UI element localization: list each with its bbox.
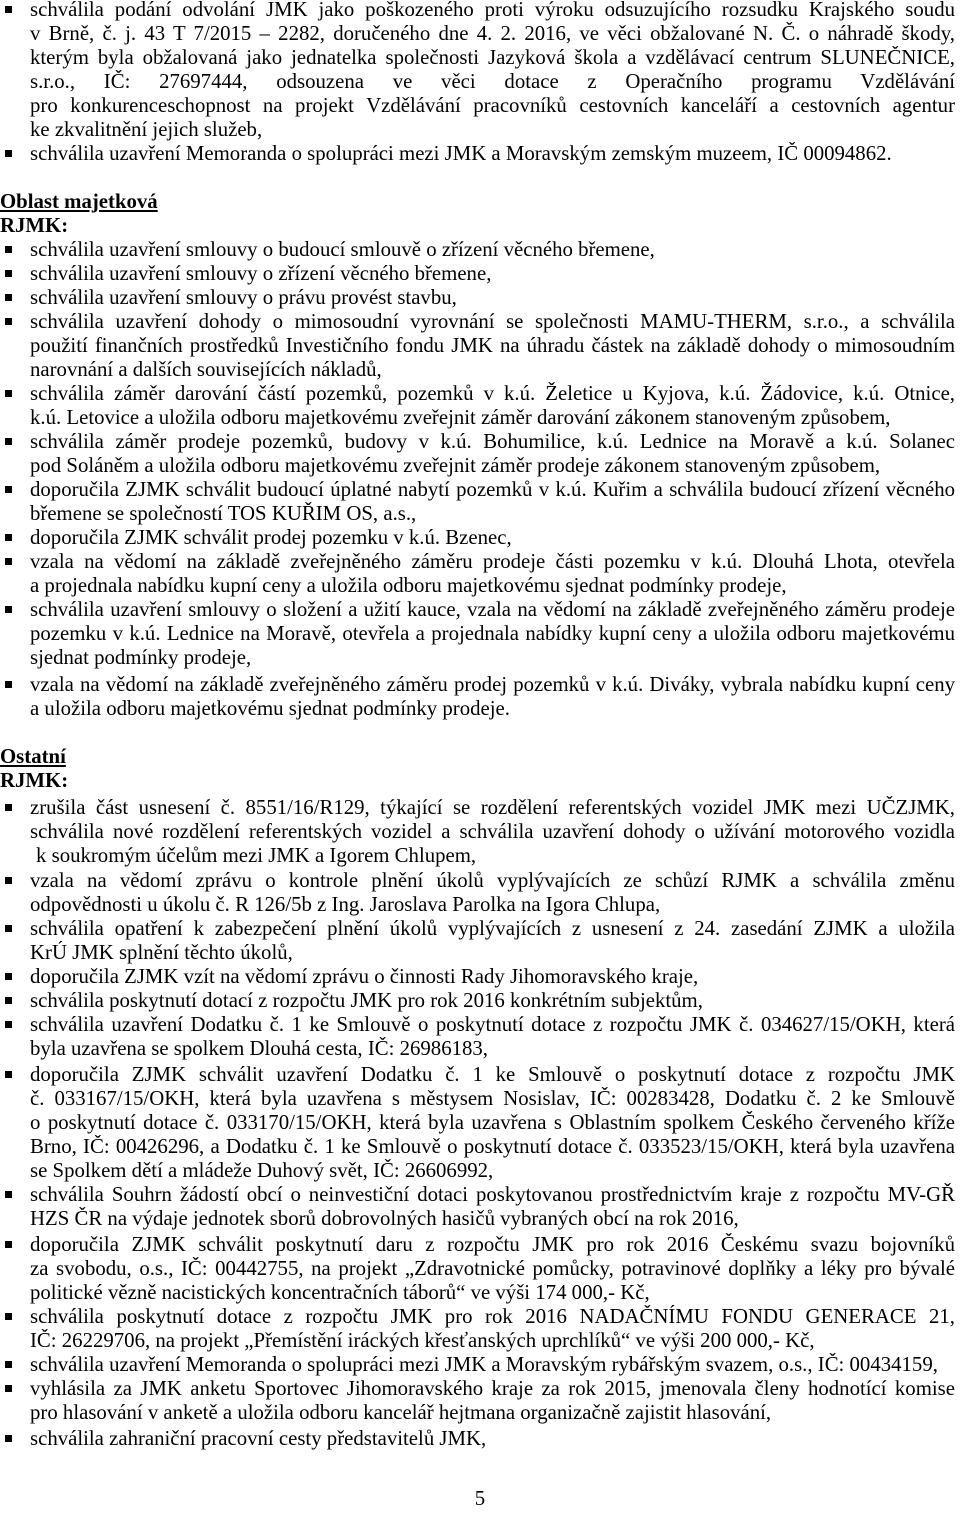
bullet-square-icon <box>5 246 12 253</box>
spacer <box>0 166 960 190</box>
item-line: schválila záměr prodeje pozemků, budovy v k.ú. Bohumilice, k.ú. Lednice na Moravě a k.ú. Solanec <box>30 430 955 453</box>
item-line: schválila uzavření Memoranda o spolupráci mezi JMK a Moravským zemským muzeem, IČ 00094862. <box>30 142 892 165</box>
list-item <box>0 965 960 989</box>
item-line: schválila uzavření smlouvy o právu provést stavbu, <box>30 286 457 309</box>
section-label: RJMK: <box>0 769 69 792</box>
bullet-square-icon <box>5 1361 12 1368</box>
list-item <box>0 1427 960 1451</box>
item-line: č. 033167/15/OKH, která byla uzavřena s městysem Nosislav, IČ: 00283428, Dodatku č. 2 ke Smlouvě <box>30 1087 955 1110</box>
item-line: ke zkvalitnění jejich služeb, <box>30 118 263 141</box>
item-line: doporučila ZJMK schválit budoucí úplatné nabytí pozemků v k.ú. Kuřim a schválila budoucí zřízení věcného <box>30 478 955 501</box>
list-item <box>0 1233 960 1305</box>
bullet-square-icon <box>5 486 12 493</box>
item-line: narovnání a dalších souvisejících nákladů, <box>30 358 382 381</box>
list-item <box>0 673 960 721</box>
item-line: v Brně, č. j. 43 T 7/2015 – 2282, doručeného dne 4. 2. 2016, ve věci obžalované N. Č. o náhradě škody, <box>30 22 955 45</box>
bullet-square-icon <box>5 294 12 301</box>
list-item <box>0 1013 960 1061</box>
item-line: schválila uzavření smlouvy o budoucí smlouvě o zřízení věcného břemene, <box>30 238 655 261</box>
list-item <box>0 142 960 166</box>
list-item <box>0 382 960 430</box>
item-line: sjednat podmínky prodeje, <box>30 646 252 669</box>
item-line: schválila uzavření Dodatku č. 1 ke Smlouvě o poskytnutí dotace z rozpočtu JMK č. 034627/15/OKH, která <box>30 1013 955 1036</box>
list-item <box>0 0 960 142</box>
item-line: doporučila ZJMK vzít na vědomí zprávu o činnosti Rady Jihomoravského kraje, <box>30 965 699 988</box>
bullet-square-icon <box>5 438 12 445</box>
bullet-square-icon <box>5 804 12 811</box>
item-line: pro konkurenceschopnost na projekt Vzdělávání pracovníků cestovních kanceláří a cestovních agentur <box>30 94 955 117</box>
item-line: a projednala nabídku kupní ceny a uložila odboru majetkovému sjednat podmínky prodeje, <box>30 574 787 597</box>
item-line: schválila podání odvolání JMK jako poškozeného proti výroku odsuzujícího rozsudku Krajského soudu <box>30 0 955 21</box>
list-item <box>0 917 960 965</box>
item-line: schválila poskytnutí dotace z rozpočtu JMK pro rok 2016 NADAČNÍMU FONDU GENERACE 21, <box>30 1305 955 1328</box>
item-line: schválila Souhrn žádostí obcí o neinvestiční dotaci poskytovanou prostřednictvím kraje z rozpočtu MV-GŘ <box>30 1183 955 1206</box>
bullet-square-icon <box>5 681 12 688</box>
list-item <box>0 598 960 670</box>
item-line: doporučila ZJMK schválit uzavření Dodatku č. 1 ke Smlouvě o poskytnutí dotace z rozpočtu JMK <box>30 1063 955 1086</box>
item-line: se Spolkem dětí a mládeže Duhový svět, IČ: 26606992, <box>30 1159 494 1182</box>
item-line: schválila zahraniční pracovní cesty představitelů JMK, <box>30 1427 487 1450</box>
list-item <box>0 1353 960 1377</box>
item-line: schválila uzavření dohody o mimosoudní vyrovnání se společnosti MAMU-THERM, s.r.o., a schválila <box>30 310 955 333</box>
item-line: IČ: 26229706, na projekt „Přemístění iráckých křesťanských uprchlíků“ ve výši 200 000,- Kč, <box>30 1329 815 1352</box>
item-line: o poskytnutí dotace č. 033170/15/OKH, která byla uzavřena s Oblastním spolkem Českého červeného kříže <box>30 1111 955 1134</box>
item-line: kterým byla obžalovaná jako jednatelka společnosti Jazyková škola a vzdělávací centrum SLUNEČNICE, <box>30 46 955 69</box>
bullet-square-icon <box>5 1071 12 1078</box>
spacer <box>0 721 960 745</box>
item-line: pod Soláněm a uložila odboru majetkovému zveřejnit záměr prodeje zákonem stanoveným způsobem, <box>30 454 881 477</box>
bullet-square-icon <box>5 1241 12 1248</box>
item-line: schválila nové rozdělení referentských vozidel a schválila uzavření dohody o užívání motorového vozidla <box>30 820 955 843</box>
bullet-square-icon <box>5 1191 12 1198</box>
item-line: byla uzavřena se spolkem Dlouhá cesta, IČ: 26986183, <box>30 1037 488 1060</box>
list-item <box>0 430 960 478</box>
section-label: RJMK: <box>0 214 69 237</box>
bullet-square-icon <box>5 606 12 613</box>
item-line: vyhlásila za JMK anketu Sportovec Jihomoravského kraje za rok 2015, jmenovala členy hodnotící komise <box>30 1377 955 1400</box>
section-title: Ostatní <box>0 745 66 768</box>
bullet-square-icon <box>5 997 12 1004</box>
list-item <box>0 262 960 286</box>
item-line: a uložila odboru majetkovému sjednat podmínky prodeje. <box>30 697 510 720</box>
intro-list <box>0 0 960 166</box>
item-line: za svobodu, o.s., IČ: 00442755, na projekt „Zdravotnické pomůcky, potravinové doplňky a léky pro bývalé <box>30 1257 955 1280</box>
property-list <box>0 238 960 721</box>
list-item <box>0 550 960 598</box>
bullet-square-icon <box>5 1021 12 1028</box>
item-line: k soukromým účelům mezi JMK a Igorem Chlupem, <box>36 844 477 867</box>
list-item <box>0 310 960 382</box>
list-item <box>0 796 960 868</box>
item-line: schválila opatření k zabezpečení plnění úkolů vyplývajících z usnesení z 24. zasedání ZJMK a uložila <box>30 917 955 940</box>
item-line: zrušila část usnesení č. 8551/16/R129, týkající se rozdělení referentských vozidel JMK mezi UČZJMK, <box>30 796 955 819</box>
list-item <box>0 478 960 526</box>
bullet-square-icon <box>5 390 12 397</box>
list-item <box>0 238 960 262</box>
list-item <box>0 1063 960 1183</box>
list-item <box>0 526 960 550</box>
item-line: doporučila ZJMK schválit prodej pozemku v k.ú. Bzenec, <box>30 526 512 549</box>
item-line: použití finančních prostředků Investičního fondu JMK na úhradu částek na základě dohody o mimosoudním <box>30 334 955 357</box>
item-line: s.r.o., IČ: 27697444, odsouzena ve věci dotace z Operačního programu Vzdělávání <box>30 70 955 93</box>
item-line: schválila uzavření smlouvy o zřízení věcného břemene, <box>30 262 492 285</box>
list-item <box>0 1305 960 1353</box>
item-line: odpovědnosti u úkolu č. R 126/5b z Ing. Jaroslava Parolka na Igora Chlupa, <box>30 893 661 916</box>
bullet-square-icon <box>5 1385 12 1392</box>
item-line: schválila záměr darování částí pozemků, pozemků v k.ú. Želetice u Kyjova, k.ú. Žádovice, k.ú. Otnice, <box>30 382 955 405</box>
list-item <box>0 989 960 1013</box>
item-line: doporučila ZJMK schválit poskytnutí daru z rozpočtu JMK pro rok 2016 Českému svazu bojovníků <box>30 1233 955 1256</box>
item-line: břemene se společností TOS KUŘIM OS, a.s., <box>30 502 417 525</box>
bullet-square-icon <box>5 150 12 157</box>
bullet-square-icon <box>5 1313 12 1320</box>
item-line: vzala na vědomí na základě zveřejněného záměru prodej pozemků v k.ú. Diváky, vybrala nabídku kupní ceny <box>30 673 955 696</box>
bullet-square-icon <box>5 558 12 565</box>
item-line: KrÚ JMK splnění těchto úkolů, <box>30 941 293 964</box>
page-number: 5 <box>474 1487 486 1510</box>
list-item <box>0 1183 960 1231</box>
item-line: schválila uzavření smlouvy o složení a užití kauce, vzala na vědomí na základě zveřejněného záměru prodeje <box>30 598 955 621</box>
item-line: Brno, IČ: 00426296, a Dodatku č. 1 ke Smlouvě o poskytnutí dotace č. 033523/15/OKH, která byla uzavřena <box>30 1135 955 1158</box>
bullet-square-icon <box>5 1435 12 1442</box>
bullet-square-icon <box>5 925 12 932</box>
list-item <box>0 869 960 917</box>
item-line: schválila poskytnutí dotací z rozpočtu JMK pro rok 2016 konkrétním subjektům, <box>30 989 703 1012</box>
section-title: Oblast majetková <box>0 190 158 213</box>
list-item <box>0 286 960 310</box>
item-line: pozemku v k.ú. Lednice na Moravě, otevřela a projednala nabídky kupní ceny a uložila odboru majetkovému <box>30 622 955 645</box>
other-list <box>0 796 960 1451</box>
bullet-square-icon <box>5 6 12 13</box>
bullet-square-icon <box>5 318 12 325</box>
bullet-square-icon <box>5 877 12 884</box>
bullet-square-icon <box>5 270 12 277</box>
bullet-square-icon <box>5 973 12 980</box>
item-line: HZS ČR na výdaje jednotek sborů dobrovolných hasičů vybraných obcí na rok 2016, <box>30 1207 739 1230</box>
item-line: k.ú. Letovice a uložila odboru majetkovému zveřejnit záměr darování zákonem stanoveným způsobem, <box>30 406 891 429</box>
item-line: vzala na vědomí na základě zveřejněného záměru prodeje části pozemku v k.ú. Dlouhá Lhota, otevřela <box>30 550 955 573</box>
list-item <box>0 1377 960 1425</box>
item-line: politické vězně nacistických koncentračních táborů“ ve výši 174 000,- Kč, <box>30 1281 650 1304</box>
bullet-square-icon <box>5 534 12 541</box>
item-line: schválila uzavření Memoranda o spolupráci mezi JMK a Moravským rybářským svazem, o.s., IČ: 00434159, <box>30 1353 938 1376</box>
item-line: vzala na vědomí zprávu o kontrole plnění úkolů vyplývajících ze schůzí RJMK a schválila změnu <box>30 869 955 892</box>
item-line: pro hlasování v anketě a uložila odboru kancelář hejtmana organizačně zajistit hlasování, <box>30 1401 772 1424</box>
